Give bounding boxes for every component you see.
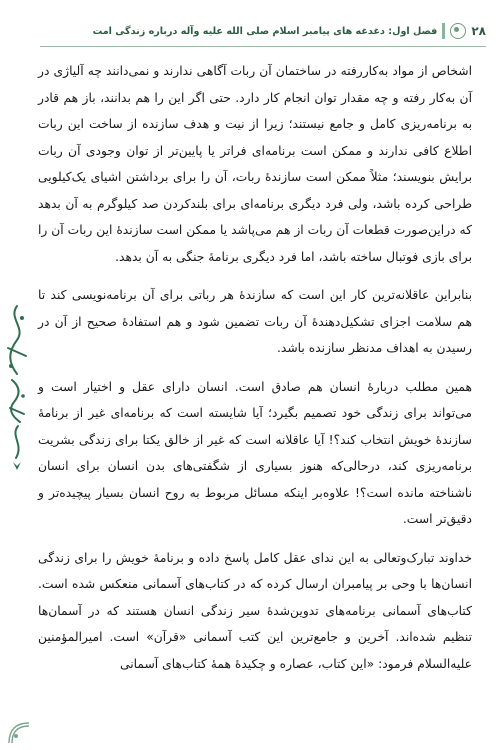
corner-ornament-icon <box>6 720 32 746</box>
paragraph-3: همین مطلب دربارهٔ انسان هم صادق است. انسان دارای عقل و اختیار است و می‌تواند برای زندگی خود تصمیم بگیرد؛ آیا شایسته است که برنامه‌ای غیر از برنامهٔ سازندهٔ خویش انتخاب کند؟! آیا عاقلانه است که غیر از خالق یکتا برای زندگی بشریت برنامه‌ریزی کند، درحالی‌که هنوز بسیاری از شگفتی‌های بدن انسان برای انسان ناشناخته مانده است؟! علاوه‌بر اینکه مسائل مربوط به روح انسان بسیار پیچیده‌تر و دقیق‌تر است. <box>38 379 472 526</box>
vertical-calligraphy-ornament-icon <box>2 298 32 474</box>
page-body <box>38 58 472 677</box>
header-ornament-icon <box>450 23 466 39</box>
header-separator <box>442 23 445 39</box>
paragraph-2: بنابراین عاقلانه‌ترین کار این است که سازندهٔ هر رباتی برای آن برنامه‌نویسی کند تا هم سلامت اجزای تشکیل‌دهندهٔ آن ربات تضمین شود و هم استفادهٔ صحیح از آن در رسیدن به اهداف مدنظر سازنده باشد. <box>38 288 472 355</box>
paragraph-4: خداوند تبارک‌وتعالی به این ندای عقل کامل پاسخ داده و برنامهٔ خویش را برای زندگی انسان‌ها با وحی بر پیامبران ارسال کرده که در کتاب‌های آسمانی منعکس شده است. کتاب‌های آسمانی برنامه‌های تدوین‌شدهٔ سیر زندگی انسان هستند که در آسمان‌ها تنظیم شده‌اند. آخرین و جامع‌ترین این کتب آسمانی «قرآن» است. امیرالمؤمنین علیه‌السلام فرمود: «این کتاب، عصاره و چکیدهٔ همهٔ کتاب‌های آسمانی <box>38 550 472 671</box>
paragraph-1: اشخاص از مواد به‌کاررفته در ساختمان آن ربات آگاهی ندارند و نمی‌دانند چه آلیاژی در آن به‌کار رفته و چه مقدار توان انجام کار دارد. حتی اگر این را هم بدانند، باز هم قادر به برنامه‌ریزی کامل و جامع نیستند؛ زیرا از نیت و هدف سازنده از ساخت این ربات اطلاع کافی ندارند و ممکن است برنامه‌ای فراتر یا پایین‌تر از توان وجودی آن ربات برایش بنویسند؛ مثلاً ممکن است سازندهٔ ربات، آن را برای برداشتن اشیای یک‌کیلویی طراحی کرده باشد، ولی فرد دیگری برنامه‌ای برای بلندکردن صد کیلوگرم به آن بدهد که دراین‌صورت قطعات آن ربات از هم می‌پاشد یا ممکن است سازندهٔ این ربات آن را برای بازی فوتبال ساخته باشد، اما فرد دیگری برنامهٔ جنگی به آن بدهد. <box>38 64 472 264</box>
chapter-title: فصل اول: دغدغه های پیامبر اسلام صلی الله علیه وآله درباره زندگی امت <box>92 25 438 37</box>
page-header <box>40 16 486 47</box>
page-number: ۲۸ <box>471 24 486 38</box>
